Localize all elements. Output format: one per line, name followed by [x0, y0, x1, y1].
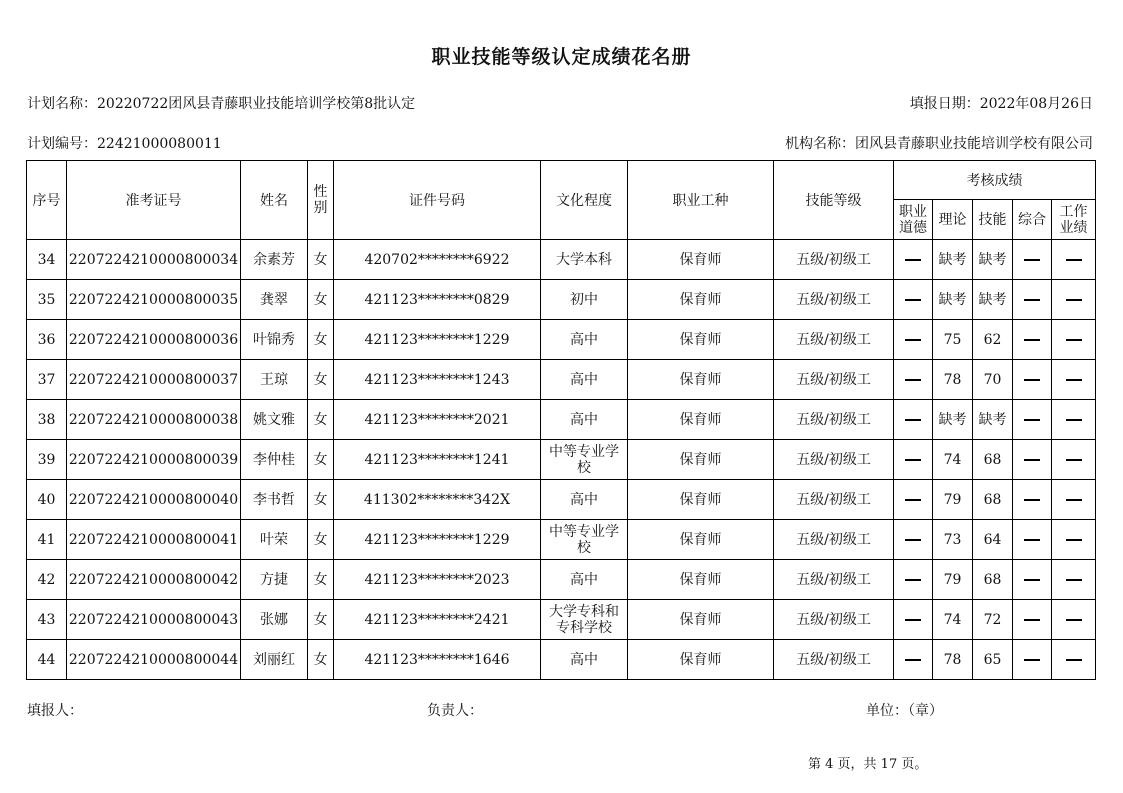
dash-mark — [905, 379, 921, 381]
cell-ticket-number: 2207224210000800041 — [67, 520, 241, 560]
cell-education — [541, 560, 628, 600]
dash-mark — [905, 299, 921, 301]
cell-ticket-number: 2207224210000800040 — [67, 480, 241, 520]
dash-mark — [1024, 259, 1040, 261]
cell-occupation: 保育师 — [628, 640, 774, 680]
cell-work-performance — [1052, 480, 1096, 520]
cell-occupation: 保育师 — [628, 440, 774, 480]
cell-skill: 64 — [973, 520, 1013, 560]
cell-theory: 78 — [933, 360, 973, 400]
cell-ticket-number: 2207224210000800039 — [67, 440, 241, 480]
cell-id-number: 421123********1241 — [334, 440, 541, 480]
header-ethics: 职业 道德 — [894, 200, 933, 240]
cell-occupation: 保育师 — [628, 480, 774, 520]
cell-comprehensive — [1013, 600, 1052, 640]
cell-work-performance — [1052, 440, 1096, 480]
cell-name: 张娜 — [241, 600, 308, 640]
cell-gender: 女 — [308, 360, 334, 400]
cell-occupation: 保育师 — [628, 320, 774, 360]
cell-skill-level: 五级/初级工 — [774, 400, 894, 440]
cell-ethics — [894, 560, 933, 600]
education-line-2: 专科学校 — [556, 619, 612, 636]
cell-id-number: 420702********6922 — [334, 240, 541, 280]
table-row — [27, 360, 1096, 400]
cell-theory: 75 — [933, 320, 973, 360]
cell-work-performance — [1052, 400, 1096, 440]
cell-name: 姚文雅 — [241, 400, 308, 440]
cell-seq: 38 — [27, 400, 67, 440]
dash-mark — [905, 339, 921, 341]
dash-mark — [1024, 539, 1040, 541]
dash-mark — [1066, 659, 1082, 661]
cell-theory: 缺考 — [933, 240, 973, 280]
cell-occupation: 保育师 — [628, 360, 774, 400]
cell-gender: 女 — [308, 400, 334, 440]
header-id-number: 证件号码 — [334, 161, 541, 240]
header-seq: 序号 — [27, 161, 67, 240]
cell-work-performance — [1052, 640, 1096, 680]
cell-skill-level: 五级/初级工 — [774, 640, 894, 680]
cell-id-number: 411302********342X — [334, 480, 541, 520]
cell-seq: 34 — [27, 240, 67, 280]
cell-name: 李仲桂 — [241, 440, 308, 480]
cell-work-performance — [1052, 280, 1096, 320]
plan-name: 计划名称：20220722团风县青藤职业技能培训学校第8批认定 — [27, 96, 416, 112]
education-line-1: 高中 — [570, 651, 598, 668]
cell-name: 余素芳 — [241, 240, 308, 280]
cell-skill-level: 五级/初级工 — [774, 240, 894, 280]
cell-gender: 女 — [308, 480, 334, 520]
dash-mark — [905, 659, 921, 661]
cell-comprehensive — [1013, 320, 1052, 360]
cell-skill-level: 五级/初级工 — [774, 320, 894, 360]
cell-ticket-number: 2207224210000800036 — [67, 320, 241, 360]
dash-mark — [905, 579, 921, 581]
cell-gender: 女 — [308, 600, 334, 640]
cell-education — [541, 600, 628, 640]
header-theory: 理论 — [933, 200, 973, 240]
education-line-1: 大学专科和 — [549, 603, 619, 620]
cell-ethics — [894, 600, 933, 640]
cell-skill-level: 五级/初级工 — [774, 480, 894, 520]
cell-seq: 39 — [27, 440, 67, 480]
cell-comprehensive — [1013, 480, 1052, 520]
cell-skill-level: 五级/初级工 — [774, 520, 894, 560]
table-row — [27, 480, 1096, 520]
table-row — [27, 520, 1096, 560]
cell-ticket-number: 2207224210000800035 — [67, 280, 241, 320]
footer-unit-seal: 单位：（章） — [866, 703, 943, 719]
cell-seq: 41 — [27, 520, 67, 560]
dash-mark — [1024, 499, 1040, 501]
education-line-1: 中等专业学 — [549, 523, 619, 540]
cell-comprehensive — [1013, 440, 1052, 480]
dash-mark — [1066, 339, 1082, 341]
footer-responsible: 负责人： — [427, 703, 483, 719]
table-row — [27, 320, 1096, 360]
cell-education — [541, 640, 628, 680]
cell-occupation: 保育师 — [628, 400, 774, 440]
header-skill: 技能 — [973, 200, 1013, 240]
table-row — [27, 560, 1096, 600]
cell-education — [541, 480, 628, 520]
cell-ticket-number: 2207224210000800044 — [67, 640, 241, 680]
dash-mark — [905, 619, 921, 621]
cell-id-number: 421123********1243 — [334, 360, 541, 400]
cell-skill-level: 五级/初级工 — [774, 440, 894, 480]
dash-mark — [1066, 379, 1082, 381]
cell-theory: 78 — [933, 640, 973, 680]
cell-education — [541, 240, 628, 280]
cell-skill: 68 — [973, 480, 1013, 520]
cell-skill: 72 — [973, 600, 1013, 640]
cell-skill-level: 五级/初级工 — [774, 560, 894, 600]
cell-gender: 女 — [308, 440, 334, 480]
cell-ticket-number: 2207224210000800034 — [67, 240, 241, 280]
education-line-1: 大学本科 — [556, 251, 612, 268]
cell-comprehensive — [1013, 560, 1052, 600]
cell-skill: 缺考 — [973, 280, 1013, 320]
dash-mark — [1024, 619, 1040, 621]
cell-skill: 缺考 — [973, 400, 1013, 440]
cell-theory: 74 — [933, 600, 973, 640]
dash-mark — [1066, 539, 1082, 541]
cell-theory: 缺考 — [933, 400, 973, 440]
cell-ethics — [894, 240, 933, 280]
education-line-1: 高中 — [570, 331, 598, 348]
dash-mark — [905, 499, 921, 501]
header-gender: 性 别 — [308, 161, 334, 240]
cell-education — [541, 360, 628, 400]
cell-seq: 42 — [27, 560, 67, 600]
cell-work-performance — [1052, 560, 1096, 600]
cell-occupation: 保育师 — [628, 240, 774, 280]
header-skill-level: 技能等级 — [774, 161, 894, 240]
cell-skill: 62 — [973, 320, 1013, 360]
cell-gender: 女 — [308, 280, 334, 320]
dash-mark — [905, 539, 921, 541]
dash-mark — [905, 459, 921, 461]
cell-ethics — [894, 640, 933, 680]
cell-work-performance — [1052, 320, 1096, 360]
education-line-2: 校 — [577, 539, 591, 556]
cell-seq: 44 — [27, 640, 67, 680]
cell-ethics — [894, 280, 933, 320]
cell-name: 龚翠 — [241, 280, 308, 320]
cell-seq: 36 — [27, 320, 67, 360]
dash-mark — [1024, 339, 1040, 341]
cell-work-performance — [1052, 600, 1096, 640]
cell-comprehensive — [1013, 640, 1052, 680]
cell-work-performance — [1052, 240, 1096, 280]
page-number: 第 4 页，共 17 页。 — [808, 757, 928, 772]
cell-ticket-number: 2207224210000800042 — [67, 560, 241, 600]
cell-skill-level: 五级/初级工 — [774, 280, 894, 320]
table-row — [27, 280, 1096, 320]
cell-name: 刘丽红 — [241, 640, 308, 680]
header-ticket-number: 准考证号 — [67, 161, 241, 240]
plan-number: 计划编号：22421000080011 — [27, 136, 222, 152]
cell-comprehensive — [1013, 360, 1052, 400]
education-line-1: 高中 — [570, 571, 598, 588]
cell-name: 王琼 — [241, 360, 308, 400]
header-comprehensive: 综合 — [1013, 200, 1052, 240]
cell-education — [541, 320, 628, 360]
education-line-1: 高中 — [570, 371, 598, 388]
header-name: 姓名 — [241, 161, 308, 240]
cell-skill: 缺考 — [973, 240, 1013, 280]
dash-mark — [1066, 259, 1082, 261]
cell-gender: 女 — [308, 640, 334, 680]
cell-name: 方捷 — [241, 560, 308, 600]
organization-name: 机构名称：团风县青藤职业技能培训学校有限公司 — [785, 136, 1093, 152]
dash-mark — [905, 419, 921, 421]
dash-mark — [1066, 419, 1082, 421]
footer-filler: 填报人： — [27, 703, 83, 719]
cell-occupation: 保育师 — [628, 520, 774, 560]
cell-education — [541, 280, 628, 320]
cell-work-performance — [1052, 360, 1096, 400]
cell-ethics — [894, 440, 933, 480]
education-line-1: 高中 — [570, 491, 598, 508]
cell-ticket-number: 2207224210000800043 — [67, 600, 241, 640]
dash-mark — [1024, 419, 1040, 421]
cell-gender: 女 — [308, 520, 334, 560]
cell-name: 李书哲 — [241, 480, 308, 520]
cell-ticket-number: 2207224210000800038 — [67, 400, 241, 440]
header-work-performance: 工作 业绩 — [1052, 200, 1096, 240]
cell-seq: 43 — [27, 600, 67, 640]
cell-occupation: 保育师 — [628, 600, 774, 640]
cell-occupation: 保育师 — [628, 560, 774, 600]
cell-ethics — [894, 360, 933, 400]
header-scores-group: 考核成绩 — [894, 161, 1096, 200]
fill-date: 填报日期：2022年08月26日 — [909, 96, 1093, 112]
dash-mark — [1024, 459, 1040, 461]
cell-id-number: 421123********2421 — [334, 600, 541, 640]
header-occupation: 职业工种 — [628, 161, 774, 240]
cell-theory: 79 — [933, 480, 973, 520]
dash-mark — [1066, 459, 1082, 461]
cell-theory: 73 — [933, 520, 973, 560]
cell-seq: 35 — [27, 280, 67, 320]
education-line-1: 初中 — [570, 291, 598, 308]
cell-id-number: 421123********1229 — [334, 320, 541, 360]
dash-mark — [1024, 299, 1040, 301]
cell-seq: 40 — [27, 480, 67, 520]
cell-ethics — [894, 400, 933, 440]
cell-education — [541, 520, 628, 560]
cell-name: 叶荣 — [241, 520, 308, 560]
cell-education — [541, 400, 628, 440]
cell-skill-level: 五级/初级工 — [774, 360, 894, 400]
cell-skill: 70 — [973, 360, 1013, 400]
cell-ethics — [894, 480, 933, 520]
roster-body — [27, 240, 1096, 680]
dash-mark — [1066, 499, 1082, 501]
score-roster-table — [26, 160, 1096, 680]
cell-theory: 缺考 — [933, 280, 973, 320]
cell-occupation: 保育师 — [628, 280, 774, 320]
cell-seq: 37 — [27, 360, 67, 400]
education-line-2: 校 — [577, 459, 591, 476]
cell-theory: 74 — [933, 440, 973, 480]
cell-gender: 女 — [308, 240, 334, 280]
table-row — [27, 640, 1096, 680]
cell-skill: 68 — [973, 440, 1013, 480]
cell-id-number: 421123********2023 — [334, 560, 541, 600]
cell-name: 叶锦秀 — [241, 320, 308, 360]
dash-mark — [1066, 299, 1082, 301]
cell-id-number: 421123********0829 — [334, 280, 541, 320]
cell-skill: 68 — [973, 560, 1013, 600]
dash-mark — [1024, 659, 1040, 661]
cell-gender: 女 — [308, 320, 334, 360]
dash-mark — [1024, 579, 1040, 581]
dash-mark — [1066, 579, 1082, 581]
table-row — [27, 600, 1096, 640]
cell-id-number: 421123********2021 — [334, 400, 541, 440]
dash-mark — [1024, 379, 1040, 381]
cell-theory: 79 — [933, 560, 973, 600]
dash-mark — [905, 259, 921, 261]
cell-comprehensive — [1013, 400, 1052, 440]
cell-comprehensive — [1013, 280, 1052, 320]
cell-id-number: 421123********1229 — [334, 520, 541, 560]
cell-skill-level: 五级/初级工 — [774, 600, 894, 640]
cell-id-number: 421123********1646 — [334, 640, 541, 680]
header-education: 文化程度 — [541, 161, 628, 240]
education-line-1: 高中 — [570, 411, 598, 428]
cell-ethics — [894, 320, 933, 360]
table-row — [27, 240, 1096, 280]
cell-ticket-number: 2207224210000800037 — [67, 360, 241, 400]
table-row — [27, 440, 1096, 480]
cell-skill: 65 — [973, 640, 1013, 680]
cell-comprehensive — [1013, 520, 1052, 560]
cell-comprehensive — [1013, 240, 1052, 280]
document-title: 职业技能等级认定成绩花名册 — [431, 46, 692, 68]
cell-work-performance — [1052, 520, 1096, 560]
table-row — [27, 400, 1096, 440]
education-line-1: 中等专业学 — [549, 443, 619, 460]
cell-gender: 女 — [308, 560, 334, 600]
dash-mark — [1066, 619, 1082, 621]
cell-education — [541, 440, 628, 480]
cell-ethics — [894, 520, 933, 560]
